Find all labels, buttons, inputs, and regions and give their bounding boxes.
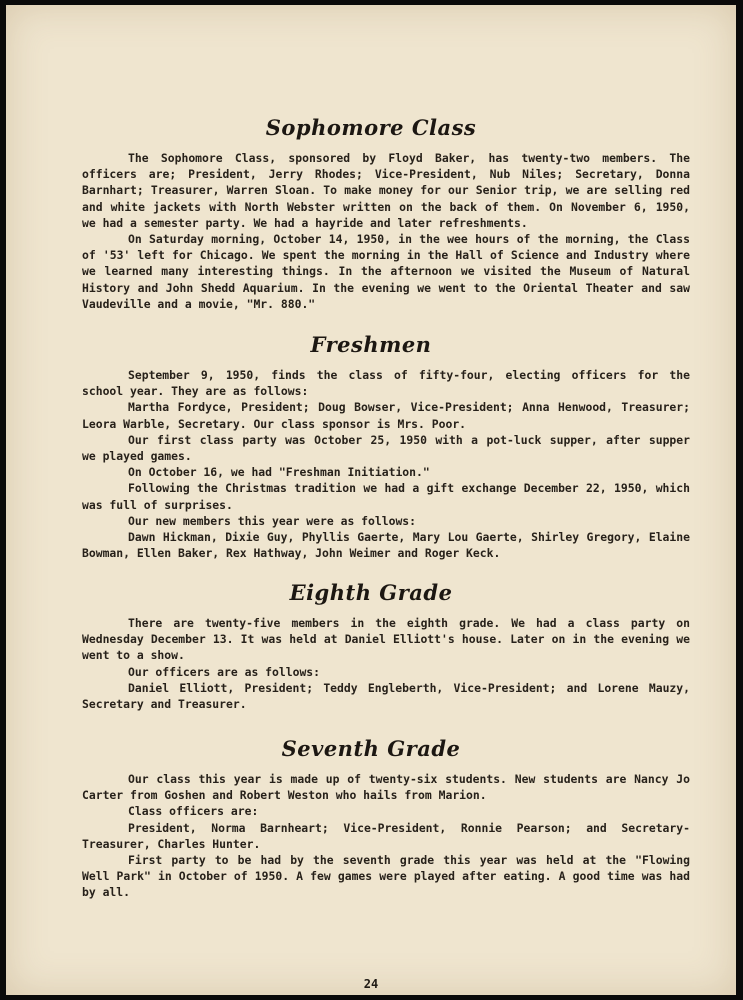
paragraph: Class officers are:: [128, 804, 259, 819]
paragraph: Daniel Elliott, President; Teddy Engleberth, Vice-President; and Lorene Mauzy, Secretary and Treasurer.: [82, 680, 690, 712]
paragraph: Martha Fordyce, President; Doug Bowser, Vice-President; Anna Henwood, Treasurer; Leora Warble, Secretary. Our class sponsor is Mrs. Poor.: [82, 400, 690, 431]
page-number: 24: [363, 977, 379, 991]
freshmen-section: [6, 332, 736, 561]
paragraph: President, Norma Barnheart; Vice-President, Ronnie Pearson; and Secretary-Treasurer, Charles Hunter.: [82, 820, 690, 851]
paragraph: Our first class party was October 25, 1950 with a pot-luck supper, after supper we played games.: [82, 432, 690, 464]
sophomore-section: [6, 115, 736, 312]
eighth-grade-heading: Eighth Grade: [289, 580, 453, 605]
sophomore-heading: Sophomore Class: [265, 115, 477, 140]
paragraph: The Sophomore Class, sponsored by Floyd Baker, has twenty-two members. The officers are; President, Jerry Rhodes; Vice-President, Nub Niles; Secretary, Donna Barnhart; Treasurer, Warren Sloan. To make money for our Senior trip, we are selling red and white jackets with North Webster written on the back of them. On November 6, 1950, we had a semester party. We had a hayride and later refreshments.: [82, 151, 690, 230]
paragraph: On October 16, we had "Freshman Initiation.": [128, 465, 430, 480]
paragraph: On Saturday morning, October 14, 1950, in the wee hours of the morning, the Class of '53' left for Chicago. We spent the morning in the Hall of Science and Industry where we learned many interesting things. In the afternoon we visited the Museum of Natural History and John Shedd Aquarium. In the evening we went to the Oriental Theater and saw Vaudeville and a movie, "Mr. 880.": [82, 232, 690, 311]
paragraph: Following the Christmas tradition we had a gift exchange December 22, 1950, which was full of surprises.: [82, 481, 690, 512]
freshmen-heading: Freshmen: [310, 332, 432, 357]
paragraph: There are twenty-five members in the eighth grade. We had a class party on Wednesday December 13. It was held at Daniel Elliott's house. Later on in the evening we went to a show.: [82, 616, 690, 663]
paragraph: Our new members this year were as follows:: [128, 513, 417, 528]
paragraph: Our class this year is made up of twenty-six students. New students are Nancy Jo Carter from Goshen and Robert Weston who hails from Marion.: [82, 772, 690, 803]
seventh-grade-heading: Seventh Grade: [281, 736, 461, 761]
paragraph: First party to be had by the seventh grade this year was held at the "Flowing Well Park" in October of 1950. A few games were played after eating. A good time was had by all.: [82, 853, 690, 900]
yearbook-page: [6, 5, 736, 995]
paragraph: Our officers are as follows:: [128, 664, 321, 679]
paragraph: September 9, 1950, finds the class of fifty-four, electing officers for the school year. They are as follows:: [82, 368, 690, 399]
paragraph: Dawn Hickman, Dixie Guy, Phyllis Gaerte, Mary Lou Gaerte, Shirley Gregory, Elaine Bowman, Ellen Baker, Rex Hathway, John Weimer and Roger Keck.: [82, 530, 690, 561]
eighth-grade-section: [6, 580, 736, 712]
seventh-grade-section: [6, 736, 736, 901]
